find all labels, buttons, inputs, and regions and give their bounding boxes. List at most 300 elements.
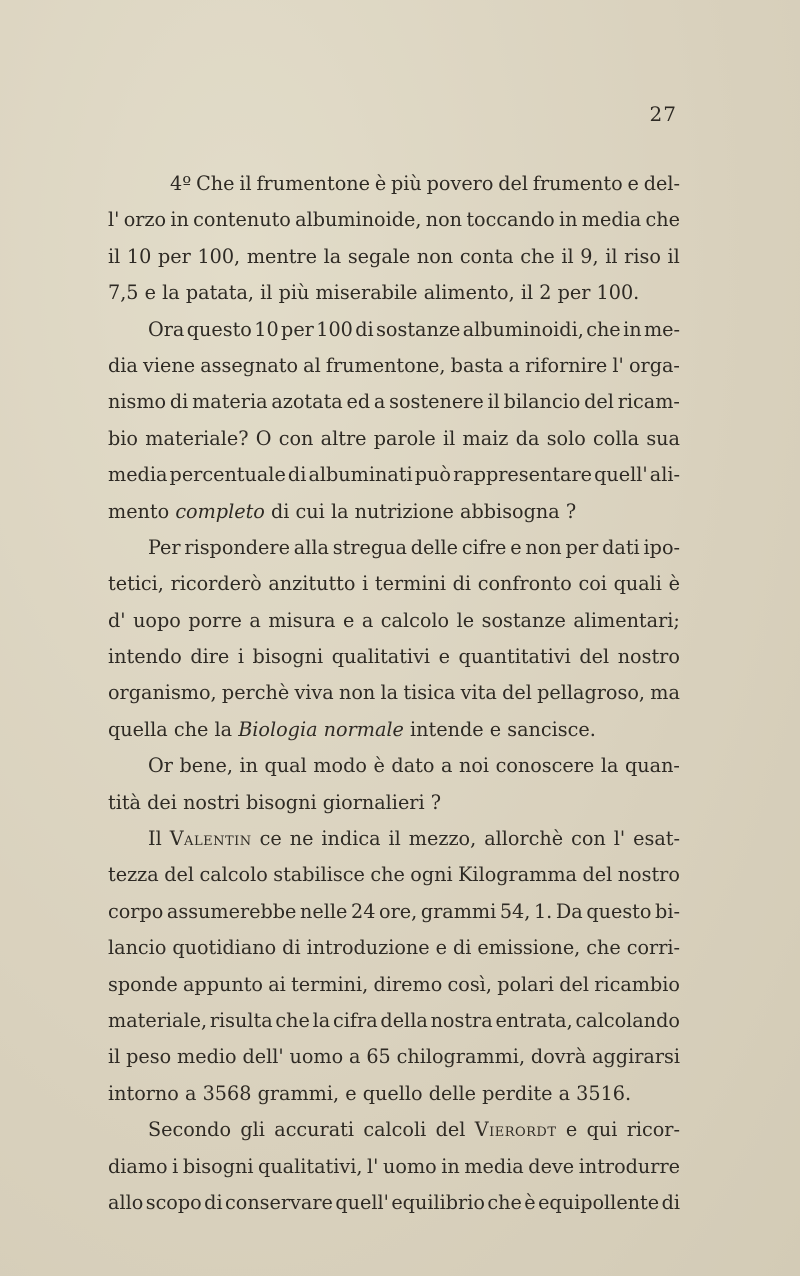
- word: emissione,: [477, 936, 581, 960]
- word: in: [170, 208, 189, 232]
- text-line: [108, 1185, 680, 1221]
- word: quell': [335, 1190, 389, 1214]
- word: gli: [240, 1118, 265, 1142]
- word: ipo-: [643, 535, 680, 559]
- word: questo: [586, 899, 652, 923]
- word: Or: [148, 754, 173, 778]
- word: delle: [410, 535, 459, 559]
- word: corri-: [626, 936, 680, 960]
- word: qualitativi: [331, 645, 431, 669]
- word: grammi,: [257, 1081, 340, 1105]
- word: noi: [458, 754, 490, 778]
- word: ed: [346, 390, 371, 414]
- word: intorno: [108, 1081, 179, 1105]
- word: riso: [624, 244, 661, 268]
- word: quali: [613, 572, 662, 596]
- word: del: [502, 681, 532, 705]
- word: Il: [148, 827, 162, 851]
- word: e: [345, 1081, 357, 1105]
- text-line: [108, 894, 680, 930]
- word: medio: [177, 1045, 237, 1069]
- text-line: [108, 1112, 680, 1148]
- word: in: [559, 208, 578, 232]
- word: che: [173, 717, 209, 741]
- word: albuminoide,: [295, 208, 422, 232]
- word: è: [374, 172, 387, 195]
- word: del: [584, 390, 614, 414]
- word: e: [627, 172, 639, 195]
- word: la: [323, 244, 342, 268]
- word: intendo: [108, 645, 182, 669]
- word: contenuto: [193, 208, 291, 232]
- word: e: [438, 645, 450, 669]
- word: modo: [313, 754, 367, 778]
- text-line: [108, 239, 680, 275]
- word: perchè: [221, 681, 290, 705]
- word: frumentone: [256, 172, 370, 195]
- word: normale: [323, 717, 404, 741]
- word: esat-: [633, 827, 680, 851]
- text-line: [108, 421, 680, 457]
- word: la: [214, 717, 233, 741]
- word: albuminati: [308, 463, 413, 487]
- text-line: [108, 748, 680, 784]
- word: può: [414, 463, 451, 487]
- text-line: [108, 348, 680, 384]
- word: e: [489, 717, 502, 741]
- word: orga-: [628, 353, 680, 377]
- text-line: [108, 712, 680, 748]
- word: uomo: [383, 1154, 437, 1178]
- word: non: [416, 244, 454, 268]
- word: ogni: [410, 863, 453, 887]
- word: quotidiano: [172, 936, 277, 960]
- word: dell': [242, 1045, 284, 1069]
- word: ce: [259, 827, 282, 851]
- word: quantitativi: [458, 645, 571, 669]
- word: tetici,: [108, 572, 164, 596]
- word: stabilisce: [273, 863, 365, 887]
- text-line: [108, 675, 680, 711]
- word: termini,: [291, 972, 369, 996]
- word: ?: [430, 790, 442, 814]
- word: a: [373, 390, 386, 414]
- word: più: [278, 281, 310, 305]
- word: di: [452, 572, 472, 596]
- word: bene,: [179, 754, 233, 778]
- word: con: [278, 426, 314, 450]
- word: nostro: [617, 645, 680, 669]
- word: delle: [428, 1081, 476, 1105]
- word: ne: [289, 827, 314, 851]
- word: media: [108, 463, 168, 487]
- word: al: [303, 353, 321, 377]
- word: O: [255, 426, 272, 450]
- word: l': [612, 353, 624, 377]
- word: dei: [147, 790, 177, 814]
- word: la: [162, 281, 180, 305]
- word: di: [204, 1190, 223, 1214]
- word: conta: [459, 244, 514, 268]
- word: bilancio: [503, 390, 581, 414]
- word: conoscere: [495, 754, 595, 778]
- word: assegnato: [200, 353, 299, 377]
- word: nismo: [108, 390, 167, 414]
- word: il: [442, 426, 456, 450]
- word: abbisogna: [460, 499, 560, 523]
- word: 2: [539, 281, 552, 305]
- text-line: [108, 202, 680, 238]
- word: dovrà: [530, 1045, 587, 1069]
- word: della: [380, 1008, 428, 1032]
- text-line: [108, 639, 680, 675]
- word: grammi: [420, 899, 497, 923]
- word: colla: [593, 426, 640, 450]
- word: materiale?: [145, 426, 249, 450]
- word: per: [565, 535, 599, 559]
- word: alla: [293, 535, 329, 559]
- word: segale: [347, 244, 411, 268]
- word: alimento,: [423, 281, 515, 305]
- text-line: [108, 821, 680, 857]
- word: l': [108, 208, 120, 232]
- word: cifra: [333, 1008, 378, 1032]
- word: nutrizione: [354, 499, 454, 523]
- word: la: [600, 754, 619, 778]
- word: porre: [188, 608, 242, 632]
- word: in: [623, 317, 642, 341]
- word: Che: [196, 172, 235, 195]
- word: alimentari;: [573, 608, 680, 632]
- word: vita: [460, 681, 497, 705]
- word: anzitutto: [268, 572, 356, 596]
- word: equipollente: [538, 1190, 660, 1214]
- word: accurati: [274, 1118, 354, 1142]
- word: più: [391, 172, 422, 195]
- text-line: [108, 1149, 680, 1185]
- word: tezza: [108, 863, 159, 887]
- word: sua: [646, 426, 680, 450]
- word: rappresentare: [453, 463, 593, 487]
- body-text: [108, 166, 680, 1221]
- word: risulta: [209, 1008, 273, 1032]
- word: diremo: [373, 972, 443, 996]
- word: stregua: [332, 535, 407, 559]
- word: sostenere: [389, 390, 484, 414]
- word: giornalieri: [322, 790, 425, 814]
- word: qual: [264, 754, 307, 778]
- word: mento: [108, 499, 170, 523]
- text-line: [108, 530, 680, 566]
- word: per: [557, 281, 591, 305]
- word: appunto: [182, 972, 263, 996]
- text-line: [108, 312, 680, 348]
- word: rifornire: [525, 353, 608, 377]
- word: a: [508, 353, 520, 377]
- word: 65: [366, 1045, 391, 1069]
- word: le: [456, 608, 475, 632]
- text-line: [108, 857, 680, 893]
- word: coi: [578, 572, 607, 596]
- text-line: [108, 166, 680, 202]
- word: sancisce.: [507, 717, 596, 741]
- word: solo: [546, 426, 586, 450]
- word: uomo: [289, 1045, 344, 1069]
- word: così,: [447, 972, 492, 996]
- word: media: [581, 208, 642, 232]
- word: lancio: [108, 936, 167, 960]
- word: dati: [602, 535, 640, 559]
- text-line: [108, 275, 680, 311]
- word: cui: [295, 499, 325, 523]
- word: dire: [190, 645, 230, 669]
- word: ricam-: [617, 390, 680, 414]
- word: nostra: [430, 1008, 493, 1032]
- word: a: [440, 754, 453, 778]
- word: e: [342, 608, 355, 632]
- word: che: [520, 244, 555, 268]
- word: da: [515, 426, 540, 450]
- word: del: [164, 863, 194, 887]
- word: albuminoidi,: [462, 317, 584, 341]
- text-line: [108, 785, 680, 821]
- word: ricorderò: [170, 572, 262, 596]
- text-line: [108, 1039, 680, 1075]
- word: calcolo: [199, 863, 268, 887]
- word: d': [108, 608, 126, 632]
- text-line: [108, 457, 680, 493]
- word: il: [239, 172, 252, 195]
- word: intende: [410, 717, 484, 741]
- text-line: [108, 384, 680, 420]
- word: il: [108, 244, 121, 268]
- word: confronto: [477, 572, 572, 596]
- word: azotata: [271, 390, 343, 414]
- word: 3516.: [576, 1081, 632, 1105]
- text-line: [108, 603, 680, 639]
- word: parole: [373, 426, 436, 450]
- word: introdurre: [578, 1154, 680, 1178]
- word: del: [435, 1118, 466, 1142]
- text-line: [108, 967, 680, 1003]
- word: pellagroso,: [537, 681, 645, 705]
- word: Ora: [148, 317, 185, 341]
- word: nostro: [617, 863, 680, 887]
- word: materia: [192, 390, 268, 414]
- word: bi-: [655, 899, 680, 923]
- word: frumentone,: [325, 353, 446, 377]
- word: il: [388, 827, 401, 851]
- word: equilibrio: [391, 1190, 485, 1214]
- word: che: [275, 1008, 310, 1032]
- word: ricambio: [594, 972, 680, 996]
- word: non: [525, 535, 562, 559]
- word: diamo: [108, 1154, 168, 1178]
- text-line: [108, 566, 680, 602]
- word: i: [362, 572, 369, 596]
- word: a: [249, 608, 261, 632]
- word: l': [367, 1154, 379, 1178]
- word: è: [373, 754, 385, 778]
- word: il: [561, 244, 574, 268]
- word: conservare: [225, 1190, 333, 1214]
- word: i: [172, 1154, 179, 1178]
- word: di: [282, 936, 301, 960]
- word: orzo: [123, 208, 167, 232]
- word: allorchè: [484, 827, 564, 851]
- word: calcolo: [380, 608, 450, 632]
- word: tità: [108, 790, 141, 814]
- word: calcoli: [363, 1118, 427, 1142]
- text-line: [108, 930, 680, 966]
- page-number: 27: [649, 102, 677, 126]
- word: basta: [450, 353, 504, 377]
- word: che: [586, 317, 621, 341]
- word: corpo: [108, 899, 164, 923]
- word: percentuale: [169, 463, 286, 487]
- word: sostanze: [481, 608, 566, 632]
- word: a: [558, 1081, 571, 1105]
- word: e: [510, 535, 522, 559]
- word: calcolando: [575, 1008, 680, 1032]
- word: 24: [350, 899, 376, 923]
- word: qui: [586, 1118, 618, 1142]
- word: il: [667, 244, 680, 268]
- word: del: [498, 172, 529, 195]
- word: dia: [108, 353, 138, 377]
- word: 10: [254, 317, 279, 341]
- word: del: [579, 645, 610, 669]
- word: qualitativi,: [258, 1154, 363, 1178]
- word: miserabile: [315, 281, 418, 305]
- word: Da: [555, 899, 583, 923]
- word: povero: [426, 172, 494, 195]
- word: termini: [374, 572, 446, 596]
- word: tisica: [403, 681, 456, 705]
- word: non: [425, 208, 463, 232]
- word: che: [645, 208, 680, 232]
- text-line: [108, 494, 680, 530]
- word: 3568: [202, 1081, 252, 1105]
- word: ali-: [649, 463, 680, 487]
- word: Per: [148, 535, 181, 559]
- word: a: [349, 1045, 361, 1069]
- word: completo: [175, 499, 265, 523]
- word: di: [661, 1190, 680, 1214]
- word: organismo,: [108, 681, 217, 705]
- word: assumerebbe: [166, 899, 297, 923]
- word: quell': [594, 463, 648, 487]
- word: ricor-: [626, 1118, 680, 1142]
- word: a: [184, 1081, 197, 1105]
- word: nostri: [183, 790, 240, 814]
- word: entrata,: [495, 1008, 573, 1032]
- word: del: [582, 863, 613, 887]
- word: non: [338, 681, 376, 705]
- word: altre: [320, 426, 367, 450]
- word: 100: [316, 317, 353, 341]
- word: frumento: [532, 172, 623, 195]
- word: nelle: [300, 899, 348, 923]
- word: del: [559, 972, 589, 996]
- word: maiz: [462, 426, 509, 450]
- word: allo: [108, 1190, 144, 1214]
- word: il: [260, 281, 273, 305]
- word: che: [586, 936, 621, 960]
- word: mentre: [246, 244, 317, 268]
- word: del-: [643, 172, 680, 195]
- word: media: [464, 1154, 524, 1178]
- word: 9,: [580, 244, 599, 268]
- word: toccando: [466, 208, 555, 232]
- word: bisogni: [245, 790, 317, 814]
- word: il: [108, 1045, 121, 1069]
- word: peso: [126, 1045, 172, 1069]
- word: cifre: [461, 535, 507, 559]
- word: aggirarsi: [592, 1045, 680, 1069]
- word: e: [435, 936, 447, 960]
- word: dato: [391, 754, 435, 778]
- text-line: [108, 1076, 680, 1112]
- word: la: [380, 681, 399, 705]
- word: 100.: [596, 281, 640, 305]
- word: bisogni: [252, 645, 324, 669]
- word: misura: [268, 608, 336, 632]
- word: scopo: [145, 1190, 202, 1214]
- word: di: [355, 317, 374, 341]
- word: 4º: [170, 172, 192, 195]
- word: Vierordt: [474, 1118, 557, 1142]
- word: per: [281, 317, 314, 341]
- word: Biologia: [238, 717, 318, 741]
- word: che: [370, 863, 405, 887]
- word: la: [330, 499, 349, 523]
- word: di: [270, 499, 290, 523]
- word: il: [487, 390, 500, 414]
- word: sponde: [108, 972, 178, 996]
- word: 54,: [499, 899, 531, 923]
- word: indica: [321, 827, 381, 851]
- word: il: [605, 244, 618, 268]
- word: di: [452, 936, 472, 960]
- word: ma: [650, 681, 680, 705]
- word: di: [169, 390, 189, 414]
- word: ore,: [379, 899, 418, 923]
- word: Valentin: [169, 827, 252, 851]
- word: patata,: [185, 281, 254, 305]
- word: rispondere: [184, 535, 290, 559]
- word: in: [239, 754, 258, 778]
- text-line: [108, 1003, 680, 1039]
- word: introduzione: [306, 936, 430, 960]
- word: perdite: [482, 1081, 553, 1105]
- word: 1.: [533, 899, 553, 923]
- word: i: [237, 645, 244, 669]
- word: è: [524, 1190, 536, 1214]
- word: ai: [268, 972, 286, 996]
- word: deve: [528, 1154, 575, 1178]
- word: bio: [108, 426, 138, 450]
- word: con: [571, 827, 606, 851]
- word: e: [144, 281, 157, 305]
- word: e: [565, 1118, 578, 1142]
- word: quella: [108, 717, 168, 741]
- word: a: [361, 608, 374, 632]
- word: l': [613, 827, 626, 851]
- word: me-: [643, 317, 680, 341]
- word: viene: [143, 353, 196, 377]
- word: di: [287, 463, 307, 487]
